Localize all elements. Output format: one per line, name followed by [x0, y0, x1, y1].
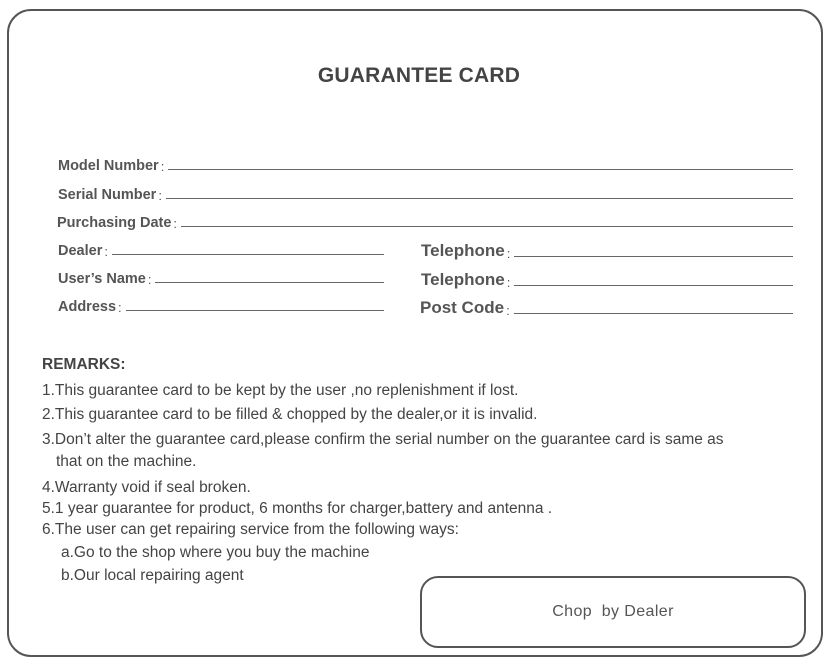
colon: : [173, 216, 178, 231]
colon: : [506, 275, 511, 290]
telephone-field-2 [421, 270, 793, 290]
remark-item: 5.1 year guarantee for product, 6 months for charger,battery and antenna . [42, 500, 553, 517]
serial-number-label: Serial Number [58, 187, 157, 203]
colon: : [506, 246, 511, 261]
serial-number-line [166, 198, 793, 199]
remark-item: 6.The user can get repairing service from the following ways: [42, 521, 459, 538]
users-name-label: User’s Name [58, 271, 146, 287]
colon: : [147, 272, 152, 287]
purchasing-date-line [181, 226, 793, 227]
users-name-line [155, 282, 384, 283]
purchasing-date-label: Purchasing Date [57, 215, 172, 231]
colon: : [104, 244, 108, 259]
address-field [58, 299, 384, 315]
remark-subitem: a.Go to the shop where you buy the machine [61, 544, 370, 561]
model-number-field [58, 158, 793, 174]
remark-item: 3.Don’t alter the guarantee card,please confirm the serial number on the guarantee card is same as [42, 431, 724, 448]
remark-item-continuation: that on the machine. [56, 453, 197, 470]
model-number-line [168, 169, 793, 170]
chop-by-dealer-label: Chop by Dealer [552, 603, 674, 620]
purchasing-date-field [57, 215, 793, 231]
post-code-field [420, 298, 793, 318]
remark-item: 4.Warranty void if seal broken. [42, 479, 251, 496]
telephone-label: Telephone [421, 241, 505, 260]
remark-item: 2.This guarantee card to be filled & chopped by the dealer,or it is invalid. [42, 406, 538, 423]
remark-item: 1.This guarantee card to be kept by the user ,no replenishment if lost. [42, 382, 519, 399]
post-code-line [514, 313, 793, 314]
dealer-line [112, 254, 384, 255]
model-number-label: Model Number [58, 158, 159, 174]
dealer-field [58, 243, 384, 259]
colon: : [506, 303, 510, 318]
address-line [126, 310, 384, 311]
chop-by-dealer-box [420, 576, 806, 648]
colon: : [158, 188, 162, 203]
colon: : [160, 159, 165, 174]
serial-number-field [58, 187, 793, 203]
dealer-label: Dealer [58, 243, 103, 259]
remark-subitem: b.Our local repairing agent [61, 567, 244, 584]
telephone-field-1 [421, 241, 793, 261]
colon: : [118, 300, 122, 315]
card-title: GUARANTEE CARD [317, 64, 521, 87]
telephone-line [514, 256, 793, 257]
users-name-field [58, 271, 384, 287]
telephone-line [514, 285, 793, 286]
address-label: Address [58, 299, 117, 315]
telephone-label: Telephone [421, 270, 505, 289]
post-code-label: Post Code [420, 298, 505, 317]
remarks-heading: REMARKS: [42, 356, 126, 373]
